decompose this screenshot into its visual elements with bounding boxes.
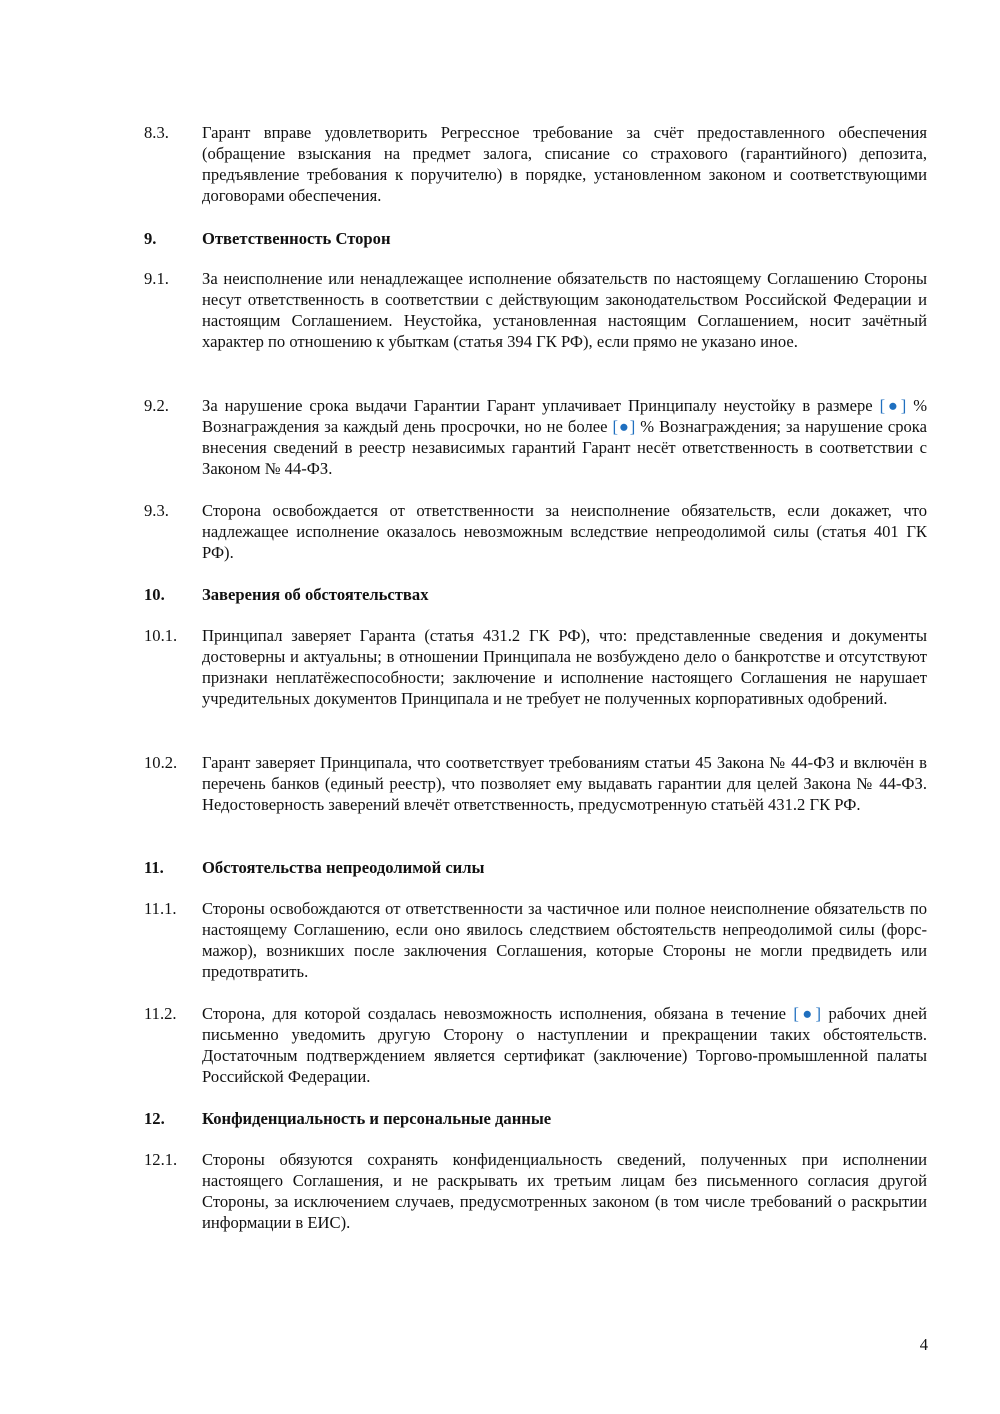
section-heading-12 xyxy=(144,1108,927,1129)
clause-8-3 xyxy=(144,122,927,206)
clause-text: За неисполнение или ненадлежащее исполнение обязательств по настоящему Соглашению Стороны несут ответственность в соответствии с действующим законодательством Российской Федерации и настоящим Соглашением. Неустойка, установленная настоящим Соглашением, носит зачётный характер по отношению к убыткам (статья 394 ГК РФ), если прямо не указано иное. xyxy=(202,269,927,351)
section-number: 10. xyxy=(144,585,165,604)
section-heading-9 xyxy=(144,228,927,249)
clause-text: Принципал заверяет Гаранта (статья 431.2 ГК РФ), что: представленные сведения и документы достоверны и актуальны; в отношении Принципала не возбуждено дело о банкротстве и отсутствуют признаки неплатёжеспособности; заключение и исполнение настоящего Соглашения не нарушает учредительных документов Принципала и не требует не полученных корпоративных одобрений. xyxy=(202,626,927,708)
clause-text-part: % Вознаграждения за каждый день просрочки, но не более xyxy=(202,396,928,436)
clause-text-part: рабочих дней письменно уведомить другую Сторону о наступлении и прекращении таких обстоятельств. Достаточным подтверждением является сертификат (заключение) Торгово-промышленной палаты Российской Федерации. xyxy=(202,1004,927,1086)
clause-12-1 xyxy=(144,1149,927,1233)
section-title: Конфиденциальность и персональные данные xyxy=(202,1109,552,1128)
clause-text xyxy=(202,395,927,479)
clause-text: Сторона освобождается от ответственности за неисполнение обязательств, если докажет, что надлежащее исполнение оказалось невозможным вследствие непреодолимой силы (статья 401 ГК РФ). xyxy=(202,501,927,562)
section-title: Ответственность Сторон xyxy=(202,229,391,248)
clause-number: 9.3. xyxy=(144,501,169,520)
clause-text-part: За нарушение срока выдачи Гарантии Гарант уплачивает Принципалу неустойку в размере xyxy=(202,396,873,415)
page-number: 4 xyxy=(919,1335,928,1354)
clause-text-part: Сторона, для которой создалась невозможность исполнения, обязана в течение xyxy=(202,1004,786,1023)
section-title: Заверения об обстоятельствах xyxy=(202,585,429,604)
section-number: 9. xyxy=(144,229,157,248)
clause-11-2 xyxy=(144,1003,927,1087)
clause-text: Стороны освобождаются от ответственности за частичное или полное неисполнение обязательств по настоящему Соглашению, если оно явилось следствием обстоятельств непреодолимой силы (форс-мажор), возникших после заключения Соглашения, которые Стороны не могли предвидеть или предотвратить. xyxy=(202,899,927,981)
placeholder-marker: [●] xyxy=(879,396,907,415)
clause-number: 11.1. xyxy=(144,899,177,918)
clause-number: 9.2. xyxy=(144,396,169,415)
section-title: Обстоятельства непреодолимой силы xyxy=(202,858,485,877)
clause-text: Гарант заверяет Принципала, что соответствует требованиям статьи 45 Закона № 44-ФЗ и включён в перечень банков (единый реестр), что позволяет ему выдавать гарантии для целей Закона № 44-ФЗ. Недостоверность заверений влечёт ответственность, предусмотренную статьёй 431.2 ГК РФ. xyxy=(202,753,927,814)
clause-text: Гарант вправе удовлетворить Регрессное требование за счёт предоставленного обеспечения (обращение взыскания на предмет залога, списание со страхового (гарантийного) депозита, предъявление требования к поручителю) в порядке, установленном законом и соответствующими договорами обеспечения. xyxy=(202,123,927,205)
clause-number: 8.3. xyxy=(144,123,169,142)
clause-number: 10.1. xyxy=(144,626,178,645)
clause-9-2 xyxy=(144,395,927,479)
placeholder-marker: [●] xyxy=(612,417,636,436)
clause-10-2 xyxy=(144,752,927,815)
section-heading-10 xyxy=(144,584,927,605)
clause-text-part: % Вознаграждения; за нарушение срока внесения сведений в реестр независимых гарантий Гарант несёт ответственность в соответствии с Законом № 44-ФЗ. xyxy=(202,417,927,478)
clause-number: 12.1. xyxy=(144,1150,178,1169)
placeholder-marker: [●] xyxy=(793,1004,822,1023)
clause-number: 9.1. xyxy=(144,269,169,288)
clause-10-1 xyxy=(144,625,927,709)
section-number: 11. xyxy=(144,858,164,877)
clause-text xyxy=(202,1003,927,1087)
clause-number: 10.2. xyxy=(144,753,178,772)
section-number: 12. xyxy=(144,1109,165,1128)
clause-9-3 xyxy=(144,500,927,563)
section-heading-11 xyxy=(144,857,927,878)
clause-text: Стороны обязуются сохранять конфиденциальность сведений, полученных при исполнении настоящего Соглашения, и не раскрывать их третьим лицам без письменного согласия другой Стороны, за исключением случаев, предусмотренных законом (в том числе требований о раскрытии информации в ЕИС). xyxy=(202,1150,927,1232)
clause-9-1 xyxy=(144,268,927,352)
clause-11-1 xyxy=(144,898,927,982)
clause-number: 11.2. xyxy=(144,1004,177,1023)
